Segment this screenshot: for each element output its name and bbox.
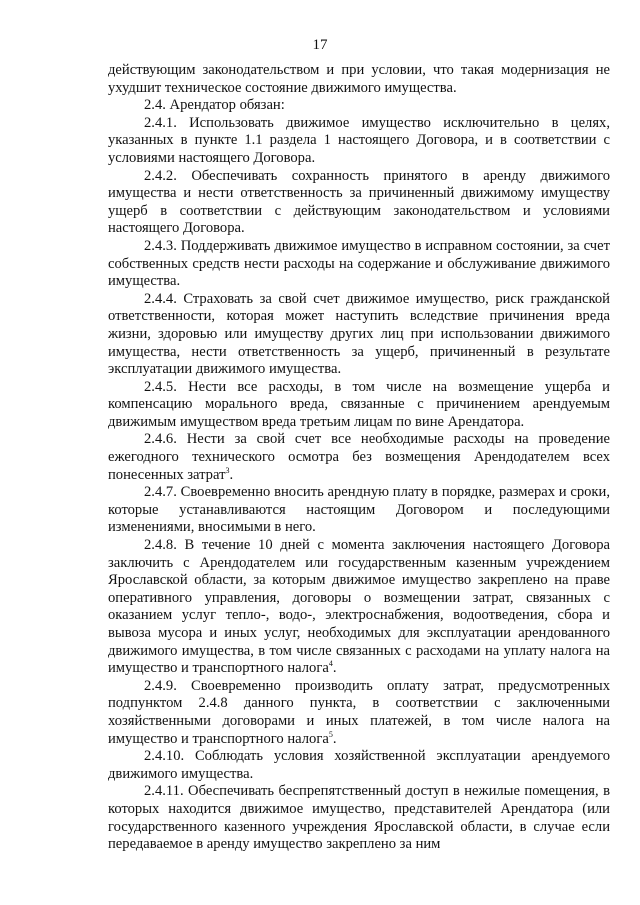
paragraph-text: 2.4.1. Использовать движимое имущество исключительно в целях, указанных в пункте 1.1 раздела 1 настоящего Договора, и в соответствии с условиями настоящего Договора. — [108, 114, 610, 166]
paragraph-text: 2.4.2. Обеспечивать сохранность принятого в аренду движимого имущества и нести ответственность за причиненный движимому имуществу ущерб в соответствии с действующим законодательством и условиями настоящего Договора. — [108, 167, 610, 237]
clause-2-4-7 — [108, 484, 610, 537]
clause-2-4-2 — [108, 168, 610, 238]
clause-2-4-6 — [108, 431, 610, 484]
clause-2-4-11 — [108, 783, 610, 853]
paragraph-text: 2.4.10. Соблюдать условия хозяйственной эксплуатации арендуемого движимого имущества. — [108, 748, 610, 782]
clause-2-4-8 — [108, 537, 610, 678]
paragraph-text: 2.4. Арендатор обязан: — [144, 97, 285, 114]
paragraph-text: 2.4.5. Нести все расходы, в том числе на возмещение ущерба и компенсацию морального вреда, связанные с причинением арендуемым движимым имуществом вреда третьим лицам по вине Арендатора. — [108, 378, 610, 430]
clause-2-4-3 — [108, 238, 610, 291]
paragraph-text: 2.4.8. В течение 10 дней с момента заключения настоящего Договора заключить с Арендодателем или государственным казенным учреждением Ярославской области, за которым движимое имущество закреплено на праве оперативного управления, договоры о возмещении затрат, связанных с оказанием услуг тепло-, водо-, электроснабжения, водоотведения, сбора и вывоза мусора и иных услуг, необходимых для эксплуатации арендованного движимого имущества, в том числе связанных с расходами на уплату налога на имущество и транспортного налога — [108, 537, 610, 677]
clause-2-4-9 — [108, 678, 610, 748]
footnote-marker: 4 — [328, 659, 333, 669]
page-number: 17 — [312, 37, 328, 53]
paragraph-text: 2.4.7. Своевременно вносить арендную плату в порядке, размерах и сроки, которые устанавливаются настоящим Договором и последующими изменениями, вносимыми в него. — [108, 484, 610, 536]
paragraph-text: 2.4.9. Своевременно производить оплату затрат, предусмотренных подпунктом 2.4.8 данного пункта, в соответствии с заключенными хозяйственными договорами и иных платежей, в том числе налога на имущество и транспортного налога — [108, 677, 610, 747]
document-body — [108, 62, 610, 854]
footnote-marker: 3 — [225, 465, 230, 475]
paragraph-text: 2.4.6. Нести за свой счет все необходимые расходы на проведение ежегодного технического осмотра без возмещения Арендодателем всех понесенных затрат — [108, 431, 610, 483]
paragraph-text: 2.4.4. Страховать за свой счет движимое имущество, риск гражданской ответственности, которая может наступить вследствие причинения вреда жизни, здоровью или имуществу других лиц при использовании движимого имущества, нести ответственность за ущерб, причиненный в результате эксплуатации движимого имущества. — [108, 290, 610, 378]
paragraph-text: 2.4.11. Обеспечивать беспрепятственный доступ в нежилые помещения, в которых находится движимое имущество, представителей Арендатора (или государственного казенного учреждения Ярославской области, в случае если передаваемое в аренду имущество закреплено за ним — [108, 783, 610, 853]
trailing-punctuation: . — [332, 660, 337, 677]
footnote-marker: 5 — [328, 729, 333, 739]
clause-2-4-5 — [108, 379, 610, 432]
clause-2-4-10 — [108, 748, 610, 783]
trailing-punctuation: . — [332, 730, 337, 747]
clause-2-4-1 — [108, 115, 610, 168]
trailing-punctuation: . — [229, 466, 234, 483]
clause-2-4 — [108, 97, 610, 115]
clause-2-4-4 — [108, 291, 610, 379]
paragraph-text: 2.4.3. Поддерживать движимое имущество в исправном состоянии, за счет собственных средств нести расходы на содержание и обслуживание движимого имущества. — [108, 237, 610, 290]
paragraph-continuation — [108, 62, 610, 97]
paragraph-text: действующим законодательством и при условии, что такая модернизация не ухудшит техническое состояние движимого имущества. — [108, 62, 610, 96]
